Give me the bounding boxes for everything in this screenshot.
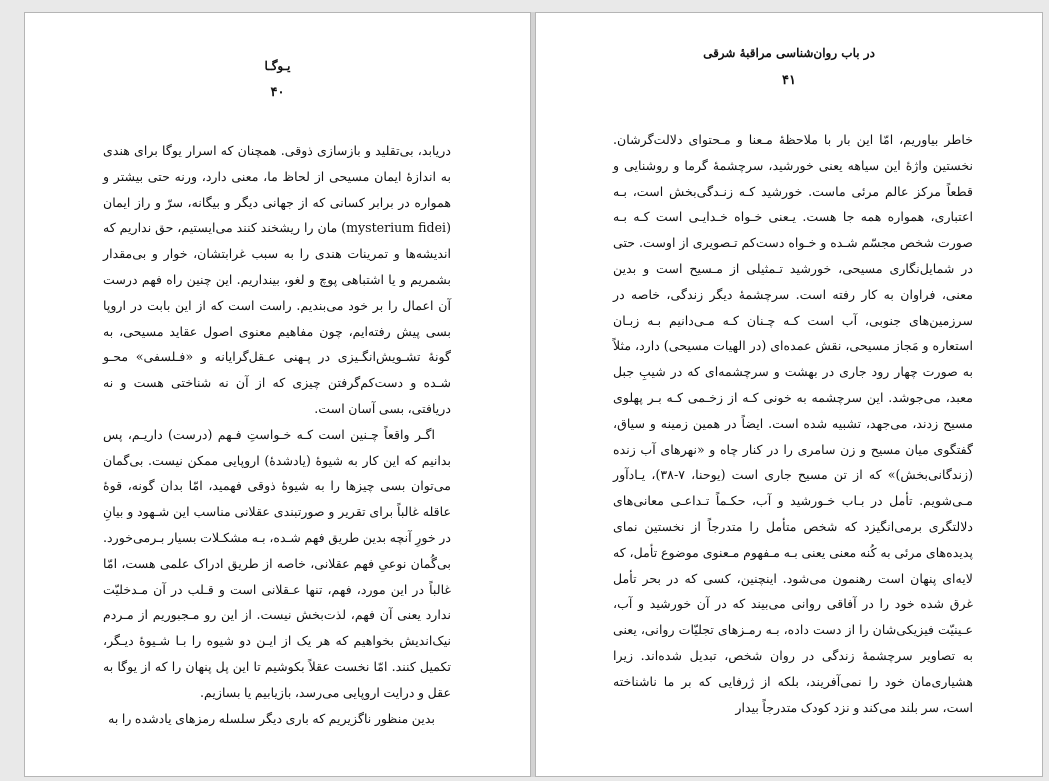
running-header: در باب روان‌شناسی مراقبهٔ شرقی: [703, 46, 875, 60]
paragraph: بدین منظور ناگزیریم که باری دیگر سلسله رمزهای یادشده را به: [108, 710, 435, 726]
right-page: [535, 12, 1043, 777]
paragraph: خاطر بیاوریم، امّا این بار با ملاحظهٔ مـعنا و مـحتوای دلالت‌گرشان. نخستین واژهٔ این سیاهه یعنی خورشید، سرچشمهٔ گرما و روشنایی و قطعاً مرکز عالم مرئی ماست. خورشید کـه زنـدگی‌بخش است، بـه اعتباری، همواره همه جا هست. یـعنی خـواه خـدایـی است کـه بـه صورت شخص مجسّم شـده و خـواه دست‌کم تـصویری از اوست. حتی در شمایل‌نگاری مسیحی، خورشید تـمثیلی از مـسیح است و بدین معنی، فراوان به کار رفته است. سرچشمهٔ دیگر زندگی، خاصه در سرزمین‌های جنوبی، آب است کـه چـنان کـه مـی‌دانیم بـه زبـان استعاره و مَجاز مسیحی، نقش عمده‌ای (در الهیات مسیحی) دارد، مثلاً به صورت چهار رود جاری در بهشت و سرچشمه‌ای که در شیبِ جبل معبد، می‌جوشد. این سرچشمه به خونی کـه از زخـمی کـه بـر پهلوی مسیح زدند، می‌جهد، تشبیه شده است. ایضاً در همین زمینه و سیاق، گفتگوی میان مسیح و زن سامری را در کنار چاه و «نهرهای آب زنده (زندگانی‌بخش)» که از تن مسیح جاری است (یوحنا، ۷-۳۸)، یـادآور مـی‌شویم. تأمل در بـاب خـورشید و آب، حکـماً تـداعـی معانی‌های دلالتگری برمی‌انگیزد که شخص متأمل را متدرجاً از نخستین نمای پدیده‌های مرئی به کُنه معنی یعنی بـه مـفهوم مـعنوی موضوع تأمل، که لایه‌ای پنهان است رهنمون می‌شود. اینچنین، کسی که در بحر تأمل غرق شده خود را در آفاقی روانی می‌بیند که در آن خورشید و آب، عـینیّت فیزیکی‌شان را از دست داده، بـه رمـزهای تجلیّات روانی، یعنی به تصاویر سرچشمهٔ زندگی در روان شخص، تبدیل شده‌اند. زیرا هشیاری‌مان خود را نمی‌آفریند، بلکه از ژرفایی که بر ما ناشناخته است، سر بلند می‌کند و نزد کودک متدرجاً بیدار: [613, 132, 973, 715]
page-number: ۴۱: [782, 73, 796, 88]
page-body: [613, 127, 973, 720]
page-number: ۴۰: [270, 85, 285, 100]
paragraph: دریابد، بی‌تقلید و بازسازی ذوقی. همچنان که اسرار یوگا برای هندی به اندازهٔ ایمان مسیحی از لحاظ ما، معنی دارد، ورنه حتی بیشتر و همواره در برابر کسانی که از جهانی دیگر و بیگانه، سرّ و راز ایمان (mysterium fidei) مان را ریشخند کنند می‌ایستیم، حق نداریم که اندیشه‌ها و تمرینات هندی را به سبب غرابتشان، خوار و بی‌مقدار بشمریم و یا اشتباهی پوچ و لغو، بینداریم. این چنین راه فهم درست آن اعمال را بر خود می‌بندیم. راست است که از این بابت در اروپا بسی پیش رفته‌ایم، چون مفاهیم معنوی اصول عقاید مسیحی، به گونهٔ تشـویش‌انگـیزی در پـهنی عـقل‌گرایانه و «فـلسفی» محـو شـده و دست‌کم‌گرفتن چیزی که از آن نه شناختی هست و نه دریافتی، بسی آسان است.: [103, 143, 451, 416]
left-page: [24, 12, 531, 777]
running-header: یـوگـا: [264, 59, 291, 73]
paragraph: اگـر واقعاً چـنین است کـه خـواستِ فـهم (درست) داریـم، پس بدانیم که این کار به شیوهٔ (یادشدهٔ) اروپایی ممکن نیست. بی‌گمان می‌توان بسی چیزها را به شیوهٔ ذوقی فهمید، امّا بدان گونه، قوهٔ عاقله غالباً برای تقریر و صورتبندی عقلانی مناسب این شـهود و بیانِ در خورِ آنچه بدین طریق فهم شـده، بـه مشکـلات بسیار بـرمی‌خورد. بی‌گُمان نوعیِ فهم عقلانی، خاصه از طریق ادراک علمی هست، امّا غالباً در این مورد، فهم، تنها عـقلانی است و قـلب در آن مـدخلیّت ندارد یعنی آن فهم، لذت‌بخش نیست. از این رو مـجبوریم از مـردم نیک‌اندیش بخواهیم که هر یک از ایـن دو شیوه را بـا شـیوهٔ دیـگر، تکمیل کنند. امّا نخست عقلاً بکوشیم تا این پل پنهان را که از یوگا به عقل و درایت اروپایی می‌رسد، بازیابیم یا بسازیم.: [103, 426, 451, 700]
page-body: [103, 138, 451, 731]
